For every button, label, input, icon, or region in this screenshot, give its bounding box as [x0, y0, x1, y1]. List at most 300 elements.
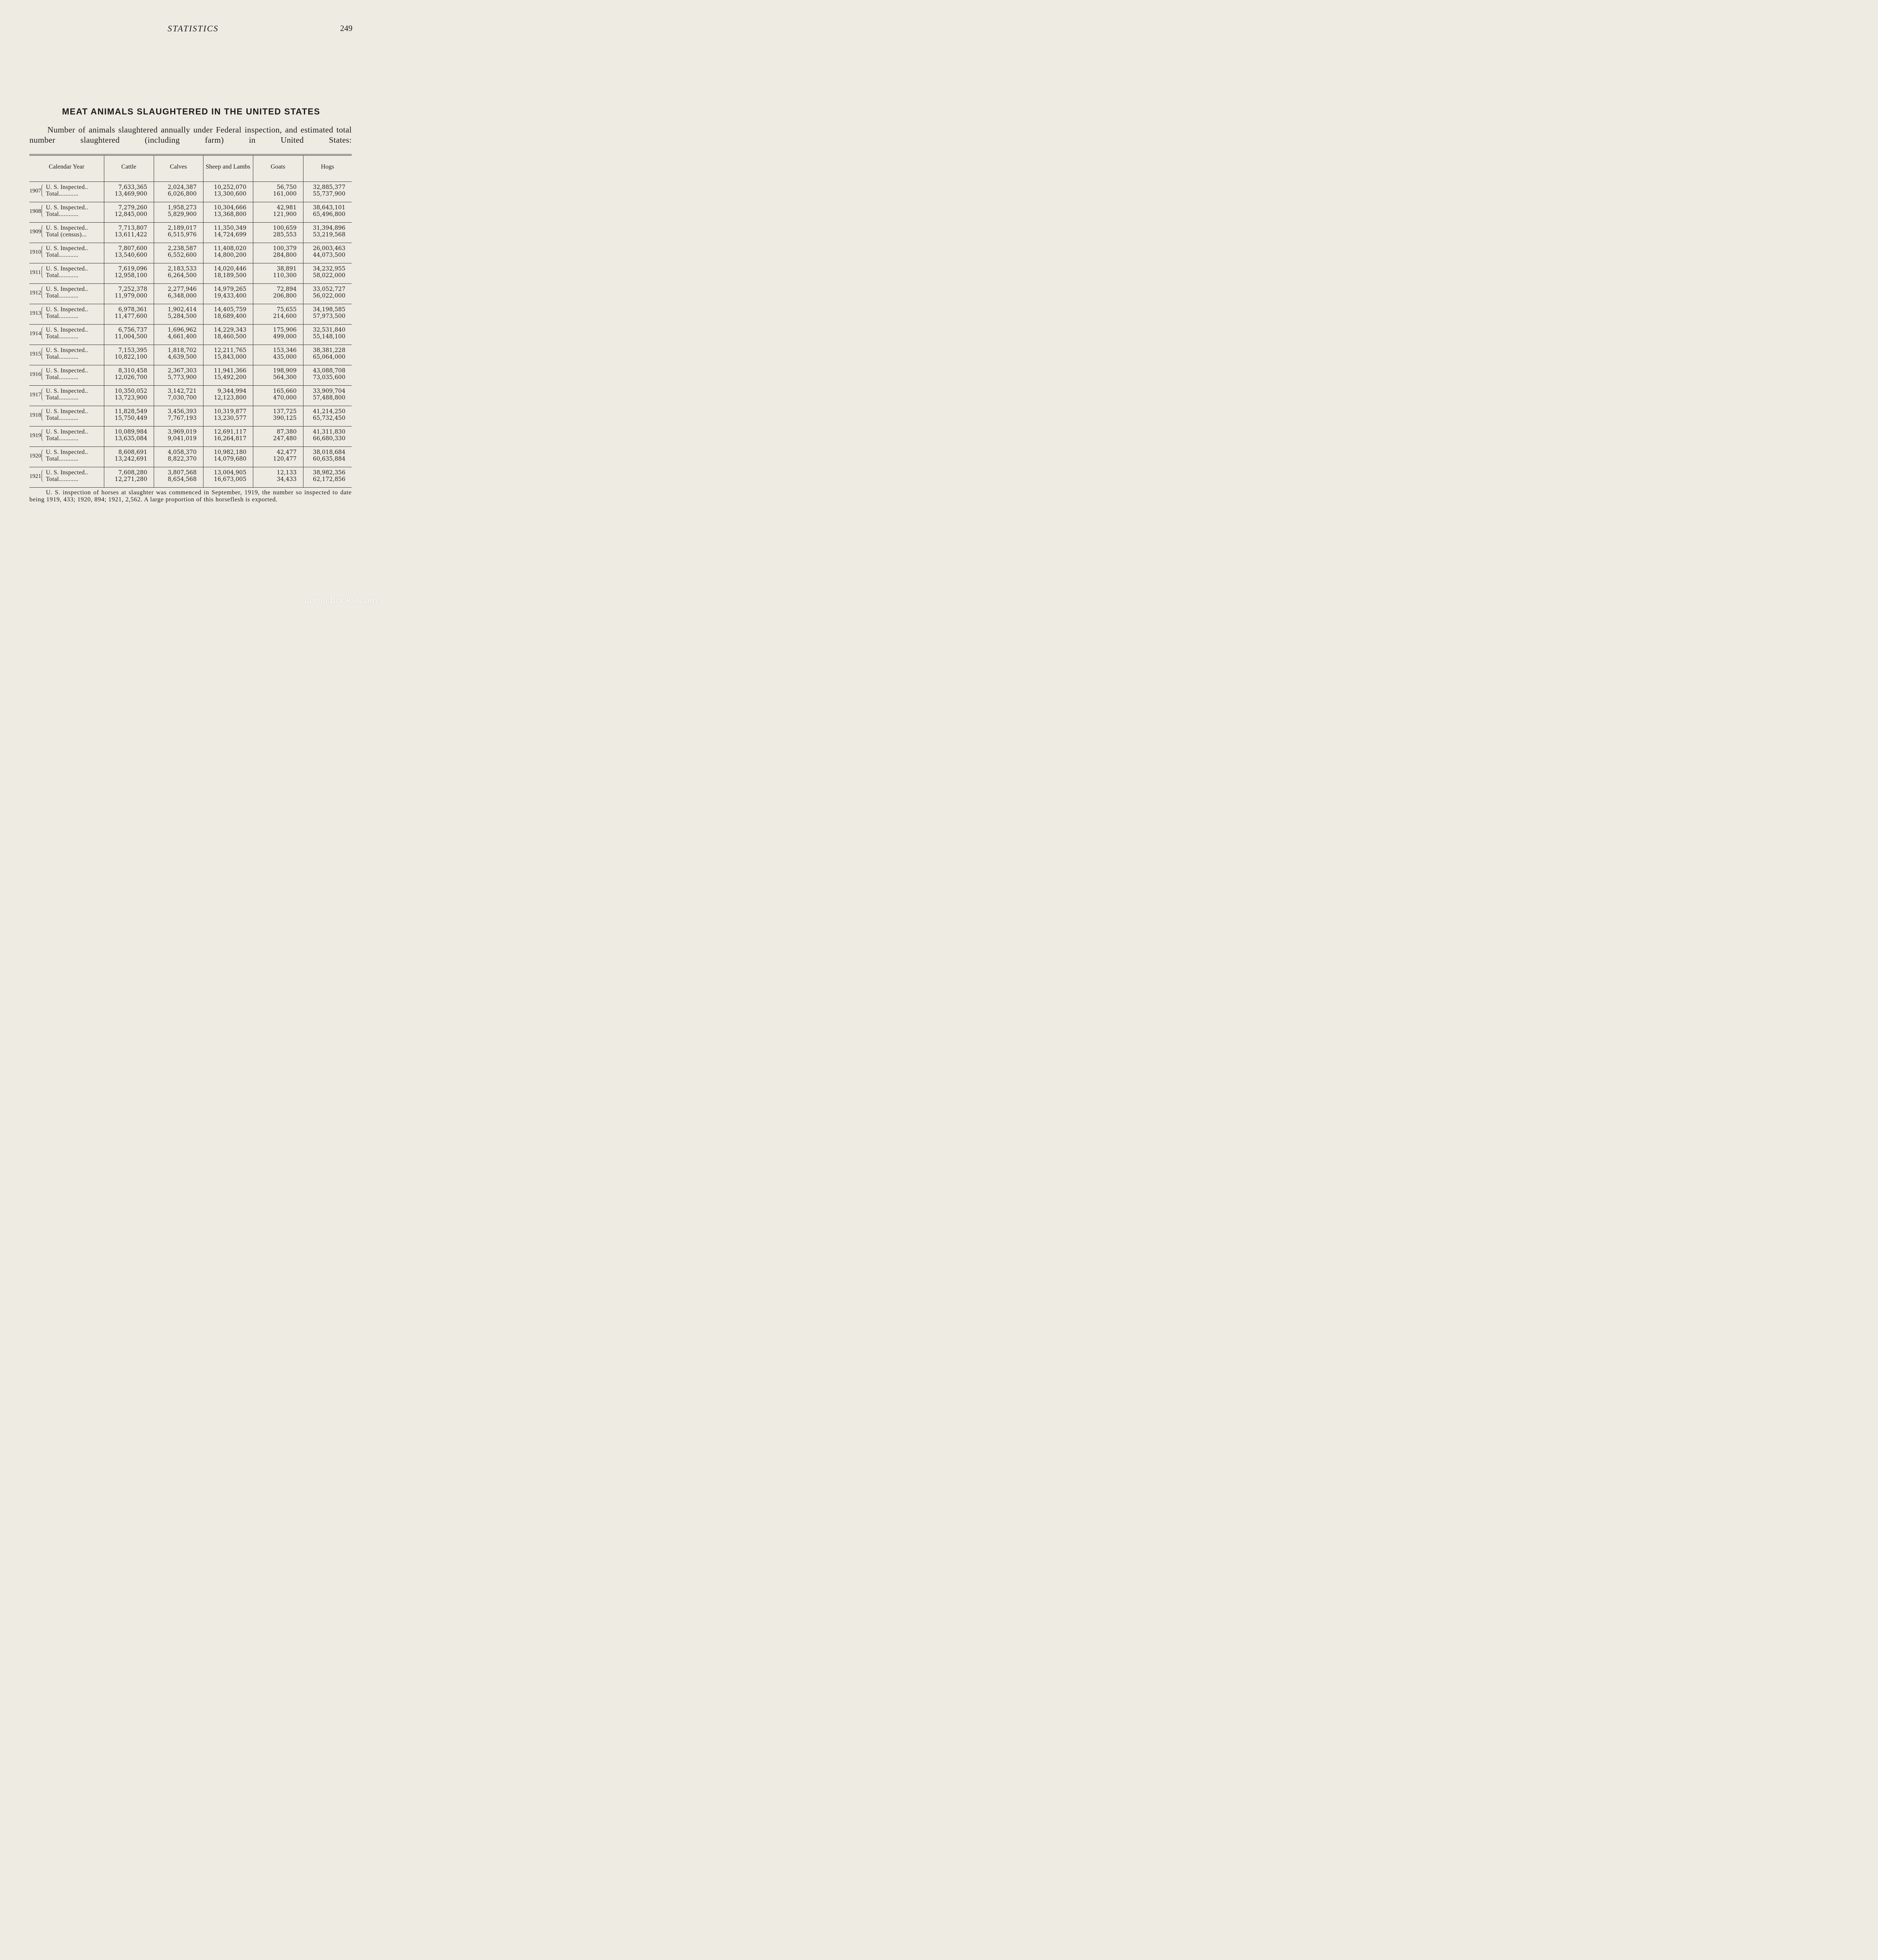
table-row — [29, 406, 352, 426]
sheep-total-value: 13,230,577 — [214, 415, 247, 421]
table-row — [29, 304, 352, 325]
sheep-inspected-value: 12,211,765 — [214, 347, 247, 354]
year-cell — [29, 406, 104, 426]
year-number: 1919 — [29, 432, 41, 439]
sheep-total-value: 15,492,200 — [214, 374, 247, 381]
hogs-inspected-value: 32,531,840 — [312, 327, 345, 333]
sheep-cell — [203, 182, 253, 202]
goats-cell — [253, 386, 303, 406]
calves-total-value: 6,264,500 — [167, 272, 197, 279]
year-number: 1916 — [29, 371, 41, 377]
hogs-total-value: 65,064,000 — [312, 354, 345, 360]
calves-cell — [154, 304, 203, 325]
calves-total-value: 7,030,700 — [167, 394, 197, 401]
table-row — [29, 386, 352, 406]
sheep-cell — [203, 202, 253, 223]
goats-cell — [253, 345, 303, 365]
column-header: Goats — [253, 156, 303, 182]
brace-icon — [42, 388, 45, 401]
cattle-cell — [104, 284, 154, 304]
year-label-group — [29, 286, 104, 300]
cattle-inspected-value: 10,350,052 — [114, 388, 147, 394]
year-number: 1920 — [29, 453, 41, 459]
cattle-cell — [104, 467, 154, 488]
running-head — [0, 24, 386, 34]
hogs-cell — [303, 325, 352, 345]
year-cell — [29, 325, 104, 345]
year-label-group — [29, 368, 104, 382]
hogs-inspected-value: 34,232,955 — [312, 266, 345, 272]
goats-total-value: 435,000 — [273, 354, 297, 360]
hogs-total-value: 44,073,500 — [312, 252, 345, 258]
hogs-total-value: 58,022,000 — [312, 272, 345, 279]
calves-inspected-value: 1,902,414 — [167, 307, 197, 313]
calves-inspected-value: 2,367,303 — [167, 368, 197, 374]
brace-icon — [42, 327, 45, 339]
sheep-inspected-value: 11,941,366 — [214, 368, 247, 374]
sheep-inspected-value: 9,344,994 — [217, 388, 247, 394]
calves-inspected-value: 2,183,533 — [167, 266, 197, 272]
table-header-row — [29, 156, 352, 182]
cattle-total-value: 10,822,100 — [114, 354, 147, 360]
brace-icon — [42, 286, 45, 299]
year-label-group — [29, 429, 104, 443]
table-row — [29, 426, 352, 447]
hogs-cell — [303, 467, 352, 488]
total-label: Total............ — [46, 374, 79, 381]
year-number: 1914 — [29, 330, 41, 337]
cattle-cell — [104, 263, 154, 284]
calves-inspected-value: 1,696,962 — [167, 327, 197, 333]
sheep-cell — [203, 223, 253, 243]
year-label-group — [29, 408, 104, 423]
hogs-total-value: 56,022,000 — [312, 292, 345, 299]
hogs-total-value: 73,035,600 — [312, 374, 345, 381]
table-row — [29, 202, 352, 223]
calves-total-value: 4,661,400 — [167, 333, 197, 340]
goats-inspected-value: 100,659 — [273, 225, 297, 231]
table-row — [29, 243, 352, 263]
sheep-total-value: 18,689,400 — [214, 313, 247, 319]
calves-total-value: 6,026,800 — [167, 191, 197, 197]
page-number: 249 — [340, 24, 352, 33]
inspected-label: U. S. Inspected.. — [46, 265, 88, 272]
inspected-label: U. S. Inspected.. — [46, 245, 88, 252]
cattle-total-value: 15,750,449 — [114, 415, 147, 421]
goats-inspected-value: 153,346 — [273, 347, 297, 354]
sheep-inspected-value: 10,319,877 — [214, 408, 247, 415]
calves-total-value: 9,041,019 — [167, 435, 197, 442]
year-number: 1915 — [29, 351, 41, 357]
total-label: Total............ — [46, 394, 79, 401]
footnote: U. S. inspection of horses at slaughter was commenced in September, 1919, the number so inspected to date being 1919, 433; 1920, 894; 1921, 2,562. A large proportion of this horseflesh is exported. — [29, 489, 352, 503]
year-number: 1909 — [29, 229, 41, 235]
brace-icon — [42, 449, 45, 462]
hogs-cell — [303, 447, 352, 467]
cattle-inspected-value: 11,828,549 — [114, 408, 147, 415]
brace-icon — [42, 347, 45, 360]
goats-cell — [253, 202, 303, 223]
hogs-total-value: 65,496,800 — [312, 211, 345, 218]
hogs-total-value: 55,737,900 — [312, 191, 345, 197]
goats-inspected-value: 175,906 — [273, 327, 297, 333]
cattle-inspected-value: 7,807,600 — [118, 245, 147, 252]
year-label-group — [29, 225, 104, 239]
hogs-inspected-value: 38,381,228 — [312, 347, 345, 354]
hogs-inspected-value: 43,088,708 — [312, 368, 345, 374]
total-label: Total............ — [46, 354, 79, 360]
cattle-total-value: 11,477,600 — [114, 313, 147, 319]
hogs-total-value: 66,680,330 — [312, 435, 345, 442]
goats-total-value: 470,000 — [273, 394, 297, 401]
inspected-label: U. S. Inspected.. — [46, 428, 88, 435]
calves-total-value: 5,284,500 — [167, 313, 197, 319]
hogs-total-value: 60,635,884 — [312, 456, 345, 462]
year-number: 1917 — [29, 392, 41, 398]
sheep-inspected-value: 10,982,180 — [214, 449, 247, 456]
year-label-group — [29, 307, 104, 321]
sheep-inspected-value: 10,252,070 — [214, 184, 247, 191]
calves-inspected-value: 3,456,393 — [167, 408, 197, 415]
sheep-total-value: 18,460,500 — [214, 333, 247, 340]
sheep-inspected-value: 14,020,446 — [214, 266, 247, 272]
goats-inspected-value: 165,660 — [273, 388, 297, 394]
goats-cell — [253, 243, 303, 263]
goats-inspected-value: 42,477 — [276, 449, 297, 456]
cattle-cell — [104, 325, 154, 345]
calves-inspected-value: 4,058,370 — [167, 449, 197, 456]
goats-total-value: 120,477 — [273, 456, 297, 462]
hogs-cell — [303, 406, 352, 426]
cattle-total-value: 12,026,700 — [114, 374, 147, 381]
cattle-total-value: 13,469,900 — [114, 191, 147, 197]
hogs-cell — [303, 223, 352, 243]
total-label: Total............ — [46, 292, 79, 299]
year-label-group — [29, 205, 104, 219]
goats-inspected-value: 56,750 — [276, 184, 297, 191]
calves-inspected-value: 3,142,721 — [167, 388, 197, 394]
sheep-total-value: 13,300,600 — [214, 191, 247, 197]
year-cell — [29, 447, 104, 467]
cattle-cell — [104, 447, 154, 467]
brace-icon — [42, 429, 45, 441]
goats-cell — [253, 284, 303, 304]
cattle-cell — [104, 345, 154, 365]
calves-inspected-value: 2,024,387 — [167, 184, 197, 191]
goats-cell — [253, 447, 303, 467]
hogs-cell — [303, 426, 352, 447]
sheep-cell — [203, 406, 253, 426]
hogs-cell — [303, 386, 352, 406]
watermark: comicbooks.com — [305, 595, 378, 606]
document-page — [0, 0, 386, 615]
cattle-inspected-value: 7,713,807 — [118, 225, 147, 231]
intro-paragraph: Number of animals slaughtered annually under Federal inspection, and estimated total number slaughtered (including farm) in United States: — [29, 125, 352, 145]
calves-total-value: 5,829,900 — [167, 211, 197, 218]
year-cell — [29, 284, 104, 304]
goats-total-value: 390,125 — [273, 415, 297, 421]
year-number: 1918 — [29, 412, 41, 418]
sheep-total-value: 18,189,500 — [214, 272, 247, 279]
hogs-inspected-value: 33,052,727 — [312, 286, 345, 292]
sheep-cell — [203, 325, 253, 345]
cattle-total-value: 12,271,280 — [114, 476, 147, 483]
column-header: Calendar Year — [49, 163, 85, 170]
running-title: STATISTICS — [167, 24, 219, 33]
total-label: Total (census)... — [46, 231, 87, 238]
total-label: Total............ — [46, 456, 79, 462]
calves-total-value: 5,773,900 — [167, 374, 197, 381]
year-number: 1912 — [29, 290, 41, 296]
hogs-total-value: 57,973,500 — [312, 313, 345, 319]
hogs-inspected-value: 38,643,101 — [312, 205, 345, 211]
cattle-total-value: 11,979,000 — [114, 292, 147, 299]
total-label: Total............ — [46, 211, 79, 218]
cattle-total-value: 12,845,000 — [114, 211, 147, 218]
goats-total-value: 284,800 — [273, 252, 297, 258]
calves-cell — [154, 447, 203, 467]
inspected-label: U. S. Inspected.. — [46, 306, 88, 313]
cattle-total-value: 13,540,600 — [114, 252, 147, 258]
sheep-total-value: 12,123,800 — [214, 394, 247, 401]
calves-cell — [154, 386, 203, 406]
cattle-inspected-value: 7,619,096 — [118, 266, 147, 272]
goats-total-value: 214,600 — [273, 313, 297, 319]
inspected-label: U. S. Inspected.. — [46, 408, 88, 415]
hogs-inspected-value: 34,198,585 — [312, 307, 345, 313]
cattle-total-value: 13,242,691 — [114, 456, 147, 462]
cattle-inspected-value: 7,153,395 — [118, 347, 147, 354]
goats-cell — [253, 223, 303, 243]
hogs-cell — [303, 365, 352, 386]
calves-cell — [154, 182, 203, 202]
calves-total-value: 7,767,193 — [167, 415, 197, 421]
sheep-inspected-value: 11,408,020 — [214, 245, 247, 252]
table-row — [29, 447, 352, 467]
calves-total-value: 6,552,600 — [167, 252, 197, 258]
inspected-label: U. S. Inspected.. — [46, 347, 88, 354]
total-label: Total............ — [46, 191, 79, 197]
hogs-cell — [303, 263, 352, 284]
sheep-total-value: 14,800,200 — [214, 252, 247, 258]
sheep-cell — [203, 365, 253, 386]
calves-total-value: 8,654,568 — [167, 476, 197, 483]
year-cell — [29, 243, 104, 263]
inspected-label: U. S. Inspected.. — [46, 469, 88, 476]
cattle-inspected-value: 6,978,361 — [118, 307, 147, 313]
year-number: 1911 — [29, 269, 41, 276]
cattle-cell — [104, 304, 154, 325]
inspected-label: U. S. Inspected.. — [46, 388, 88, 394]
calves-cell — [154, 263, 203, 284]
total-label: Total............ — [46, 415, 79, 421]
cattle-inspected-value: 7,608,280 — [118, 470, 147, 476]
goats-total-value: 34,433 — [276, 476, 297, 483]
year-cell — [29, 304, 104, 325]
column-header: Hogs — [303, 156, 352, 182]
table-row — [29, 325, 352, 345]
sheep-inspected-value: 11,350,349 — [214, 225, 247, 231]
calves-cell — [154, 467, 203, 488]
total-label: Total............ — [46, 333, 79, 340]
year-label-group — [29, 245, 104, 260]
table-row — [29, 182, 352, 202]
cattle-total-value: 13,723,900 — [114, 394, 147, 401]
inspected-label: U. S. Inspected.. — [46, 184, 88, 191]
sheep-cell — [203, 345, 253, 365]
hogs-cell — [303, 202, 352, 223]
year-cell — [29, 223, 104, 243]
sheep-cell — [203, 386, 253, 406]
hogs-cell — [303, 284, 352, 304]
calves-total-value: 6,515,976 — [167, 231, 197, 238]
hogs-inspected-value: 31,394,896 — [312, 225, 345, 231]
year-number: 1908 — [29, 208, 41, 214]
table-body — [29, 182, 352, 488]
cattle-total-value: 12,958,100 — [114, 272, 147, 279]
calves-inspected-value: 3,969,019 — [167, 429, 197, 435]
goats-cell — [253, 467, 303, 488]
goats-cell — [253, 263, 303, 284]
sheep-cell — [203, 284, 253, 304]
total-label: Total............ — [46, 476, 79, 483]
total-label: Total............ — [46, 435, 79, 442]
year-cell — [29, 263, 104, 284]
year-cell — [29, 182, 104, 202]
table-row — [29, 284, 352, 304]
total-label: Total............ — [46, 272, 79, 279]
sheep-inspected-value: 13,004,905 — [214, 470, 247, 476]
cattle-inspected-value: 6,756,737 — [118, 327, 147, 333]
slaughter-table-container — [29, 154, 352, 488]
hogs-inspected-value: 33,909,704 — [312, 388, 345, 394]
column-header: Cattle — [104, 156, 154, 182]
inspected-label: U. S. Inspected.. — [46, 286, 88, 292]
calves-total-value: 8,822,370 — [167, 456, 197, 462]
hogs-cell — [303, 345, 352, 365]
hogs-cell — [303, 243, 352, 263]
brace-icon — [42, 408, 45, 421]
year-number: 1907 — [29, 188, 41, 194]
hogs-inspected-value: 26,003,463 — [312, 245, 345, 252]
sheep-cell — [203, 447, 253, 467]
sheep-cell — [203, 467, 253, 488]
year-label-group — [29, 347, 104, 361]
calves-total-value: 6,348,000 — [167, 292, 197, 299]
sheep-total-value: 14,724,699 — [214, 231, 247, 238]
goats-inspected-value: 75,655 — [276, 307, 297, 313]
year-cell — [29, 202, 104, 223]
calves-cell — [154, 202, 203, 223]
cattle-inspected-value: 7,279,260 — [118, 205, 147, 211]
goats-total-value: 161,000 — [273, 191, 297, 197]
year-number: 1910 — [29, 249, 41, 255]
sheep-cell — [203, 243, 253, 263]
cattle-inspected-value: 8,310,458 — [118, 368, 147, 374]
calves-cell — [154, 284, 203, 304]
sheep-cell — [203, 304, 253, 325]
brace-icon — [42, 266, 45, 278]
goats-cell — [253, 325, 303, 345]
hogs-total-value: 53,219,568 — [312, 231, 345, 238]
year-number: 1913 — [29, 310, 41, 316]
year-label-group — [29, 470, 104, 484]
calves-inspected-value: 2,189,017 — [167, 225, 197, 231]
year-cell — [29, 386, 104, 406]
cattle-inspected-value: 10,089,984 — [114, 429, 147, 435]
hogs-cell — [303, 304, 352, 325]
goats-cell — [253, 304, 303, 325]
cattle-cell — [104, 386, 154, 406]
sheep-total-value: 14,079,680 — [214, 456, 247, 462]
table-row — [29, 345, 352, 365]
brace-icon — [42, 307, 45, 319]
calves-inspected-value: 1,958,273 — [167, 205, 197, 211]
goats-inspected-value: 137,725 — [273, 408, 297, 415]
calves-cell — [154, 365, 203, 386]
year-label-group — [29, 388, 104, 402]
goats-inspected-value: 72,894 — [276, 286, 297, 292]
hogs-total-value: 65,732,450 — [312, 415, 345, 421]
goats-cell — [253, 406, 303, 426]
year-label-group — [29, 327, 104, 341]
goats-inspected-value: 100,379 — [273, 245, 297, 252]
goats-inspected-value: 42,981 — [276, 205, 297, 211]
slaughter-table — [29, 156, 352, 488]
hogs-inspected-value: 38,018,684 — [312, 449, 345, 456]
cattle-cell — [104, 243, 154, 263]
hogs-inspected-value: 41,214,250 — [312, 408, 345, 415]
goats-inspected-value: 198,909 — [273, 368, 297, 374]
goats-total-value: 285,553 — [273, 231, 297, 238]
inspected-label: U. S. Inspected.. — [46, 449, 88, 456]
sheep-inspected-value: 12,691,117 — [214, 429, 247, 435]
calves-cell — [154, 406, 203, 426]
hogs-cell — [303, 182, 352, 202]
sheep-total-value: 15,843,000 — [214, 354, 247, 360]
goats-cell — [253, 426, 303, 447]
cattle-inspected-value: 7,633,365 — [118, 184, 147, 191]
brace-icon — [42, 205, 45, 217]
calves-cell — [154, 325, 203, 345]
hogs-total-value: 55,148,100 — [312, 333, 345, 340]
cattle-total-value: 13,611,422 — [114, 231, 147, 238]
hogs-inspected-value: 32,885,377 — [312, 184, 345, 191]
table-row — [29, 223, 352, 243]
brace-icon — [42, 225, 45, 238]
section-title: MEAT ANIMALS SLAUGHTERED IN THE UNITED STATES — [62, 107, 320, 116]
inspected-label: U. S. Inspected.. — [46, 225, 88, 231]
hogs-inspected-value: 38,982,356 — [312, 470, 345, 476]
inspected-label: U. S. Inspected.. — [46, 204, 88, 211]
sheep-total-value: 13,368,800 — [214, 211, 247, 218]
table-row — [29, 263, 352, 284]
calves-inspected-value: 2,277,946 — [167, 286, 197, 292]
cattle-cell — [104, 223, 154, 243]
cattle-total-value: 11,004,500 — [114, 333, 147, 340]
year-cell — [29, 365, 104, 386]
brace-icon — [42, 245, 45, 258]
goats-total-value: 121,900 — [273, 211, 297, 218]
hogs-total-value: 57,488,800 — [312, 394, 345, 401]
year-label-group — [29, 266, 104, 280]
cattle-cell — [104, 182, 154, 202]
sheep-inspected-value: 10,304,666 — [214, 205, 247, 211]
cattle-cell — [104, 202, 154, 223]
calves-cell — [154, 426, 203, 447]
year-cell — [29, 467, 104, 488]
sheep-inspected-value: 14,979,265 — [214, 286, 247, 292]
